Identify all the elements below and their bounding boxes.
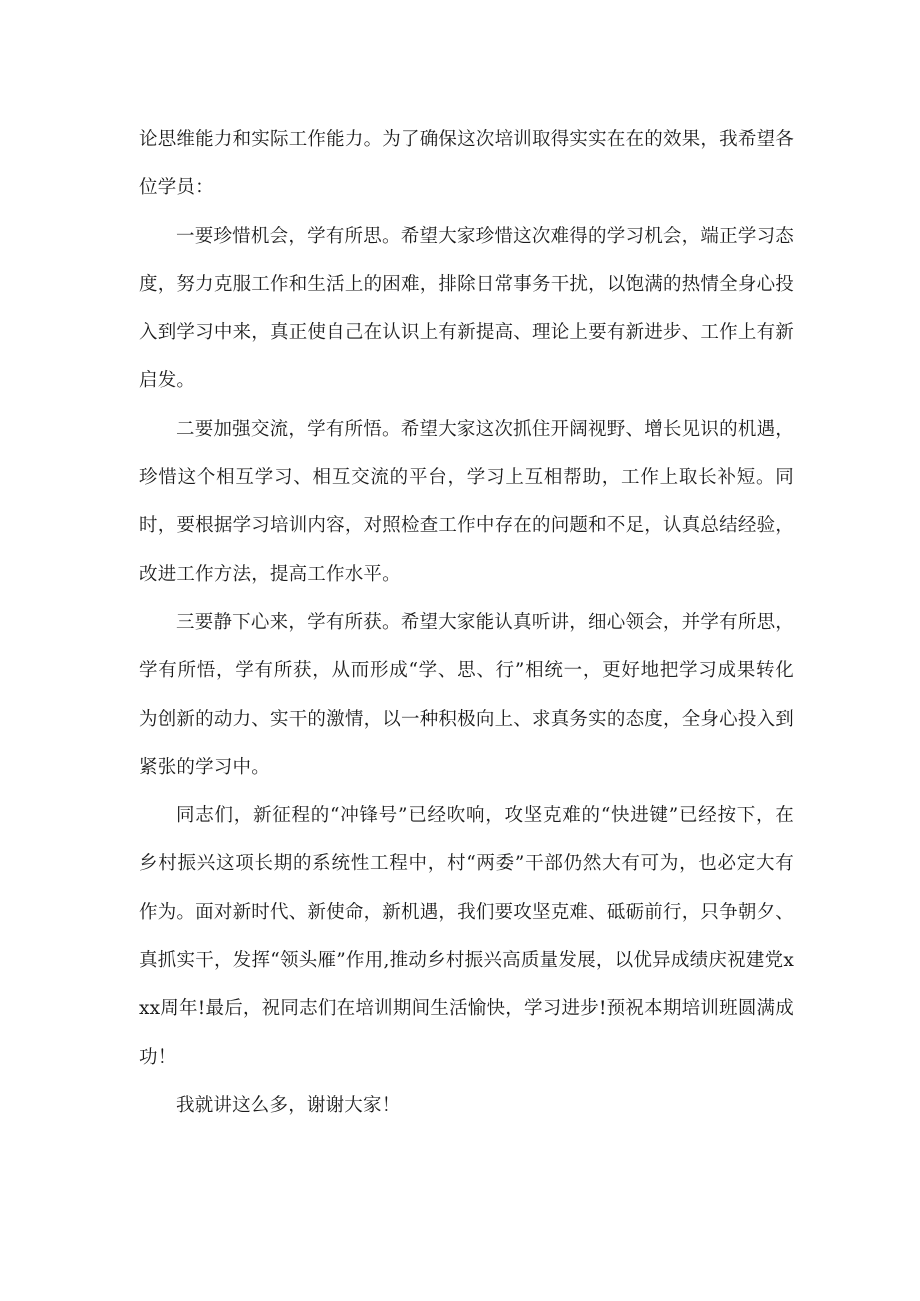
paragraph-conclusion: 同志们，新征程的“冲锋号”已经吹响，攻坚克难的“快进键”已经按下，在乡村振兴这项长期的系统性工程中，村“两委”干部仍然大有可为，也必定大有作为。面对新时代、新使命，新机遇，我们要攻坚克难、砥砺前行，只争朝夕、真抓实干，发挥“领头雁”作用,推动乡村振兴高质量发展，以优异成绩庆祝建党xxx周年!最后，祝同志们在培训期间生活愉快，学习进步!预祝本期培训班圆满成功！ — [139, 805, 794, 1068]
paragraph-point-one: 一要珍惜机会，学有所思。希望大家珍惜这次难得的学习机会，端正学习态度，努力克服工作和生活上的困难，排除日常事务干扰，以饱满的热情全身心投入到学习中来，真正使自己在认识上有新提高、理论上要有新进步、工作上有新启发。 — [139, 225, 794, 392]
document-body — [139, 116, 794, 1130]
paragraph-intro-continuation: 论思维能力和实际工作能力。为了确保这次培训取得实实在在的效果，我希望各位学员： — [139, 129, 794, 199]
paragraph-point-two: 二要加强交流，学有所悟。希望大家这次抓住开阔视野、增长见识的机遇，珍惜这个相互学习、相互交流的平台，学习上互相帮助，工作上取长补短。同时，要根据学习培训内容，对照检查工作中存在的问题和不足，认真总结经验，改进工作方法，提高工作水平。 — [139, 418, 794, 585]
paragraph-closing: 我就讲这么多，谢谢大家！ — [176, 1094, 401, 1116]
paragraph-point-three: 三要静下心来，学有所获。希望大家能认真听讲，细心领会，并学有所思，学有所悟，学有所获，从而形成“学、思、行”相统一，更好地把学习成果转化为创新的动力、实干的激情，以一种积极向上、求真务实的态度，全身心投入到紧张的学习中。 — [139, 611, 794, 778]
